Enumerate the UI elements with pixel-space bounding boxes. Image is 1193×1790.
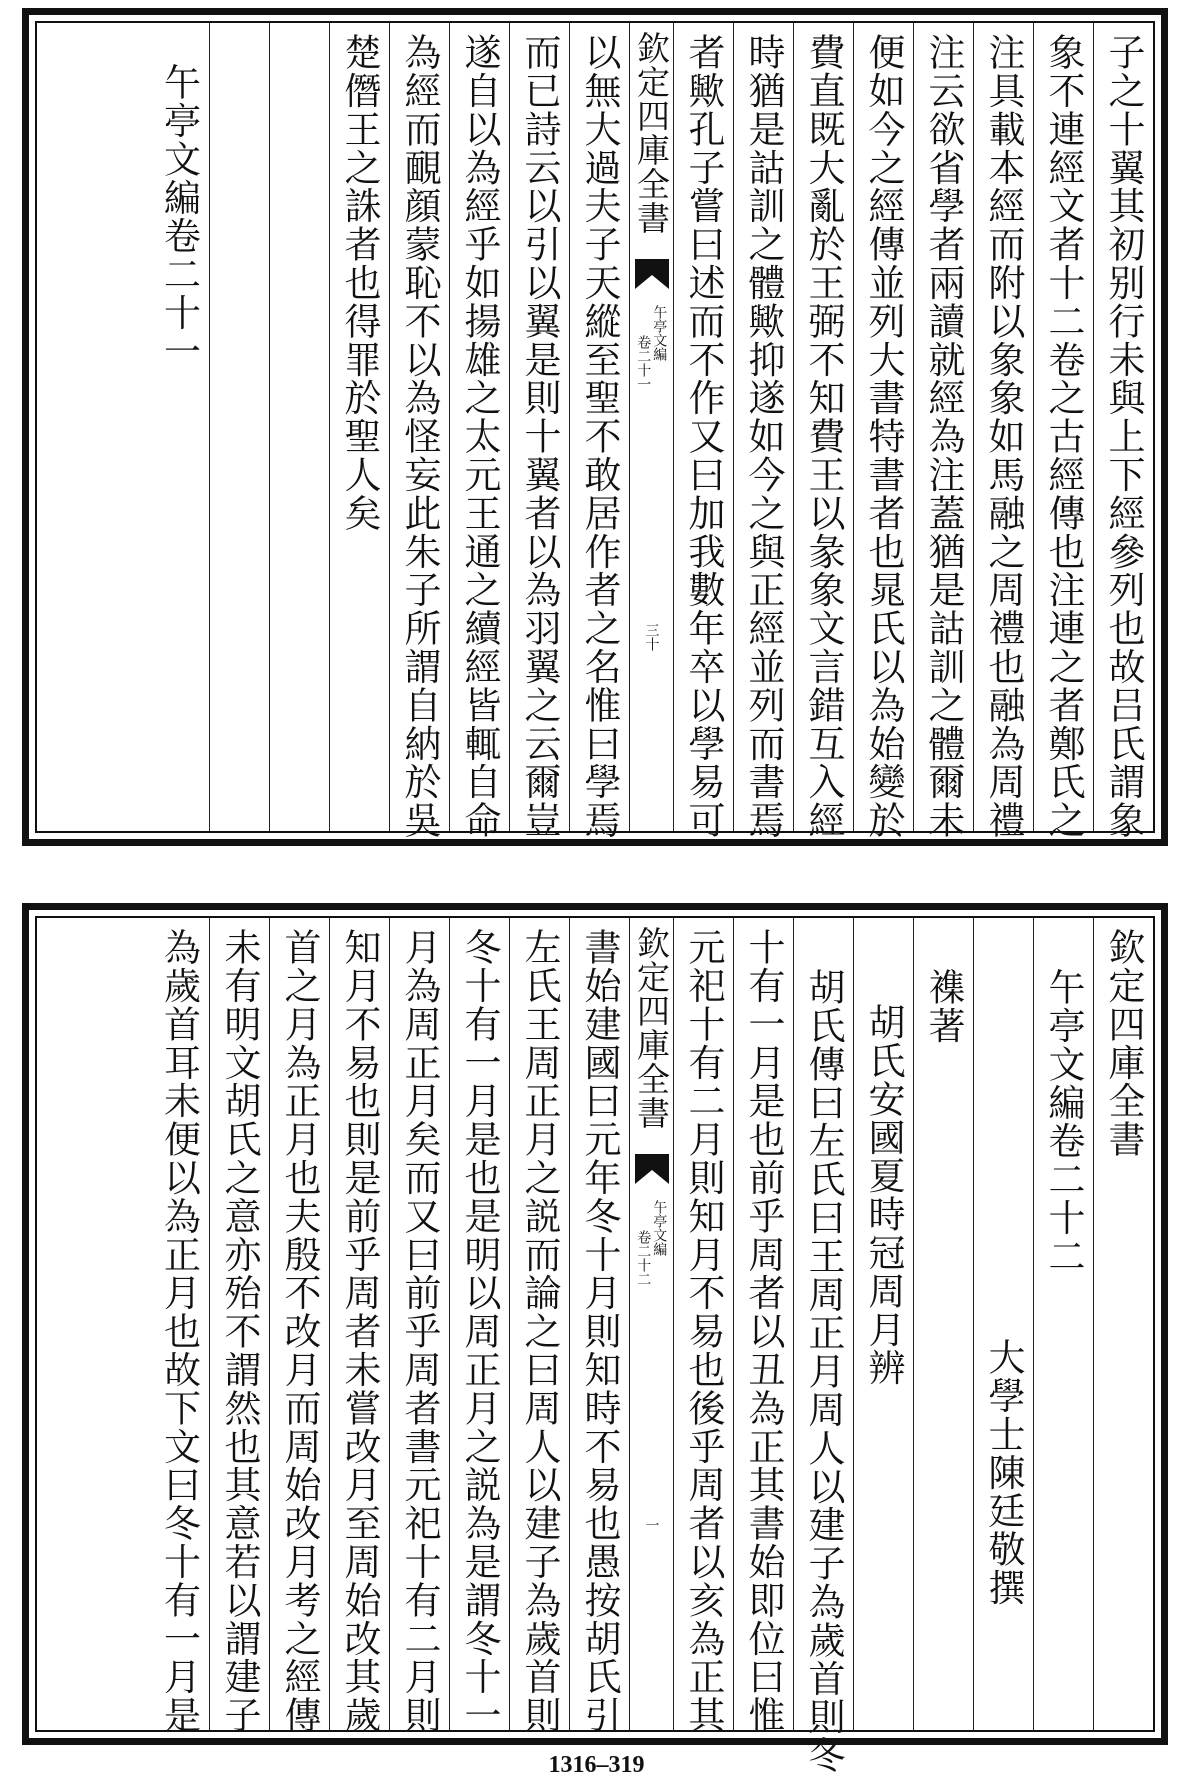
text-column: 左氏王周正月之説而論之曰周人以建子為歲首則 [509, 918, 569, 1730]
section-column [913, 918, 973, 1730]
band-book-title: 午亭文編 [651, 1200, 668, 1256]
text-column: 遂自以為經乎如揚雄之太元王通之續經皆輒自命 [449, 23, 509, 831]
fish-tail-mark-icon [635, 259, 669, 289]
text-column: 注具載本經而附以象象如馬融之周禮也融為周禮 [973, 23, 1033, 831]
text-column: 知月不易也則是前乎周者未嘗改月至周始改其歲 [329, 918, 389, 1730]
text-column: 為經而靦顔蒙恥不以為怪妄此朱子所謂自納於吳 [389, 23, 449, 831]
text-column [269, 23, 329, 831]
essay-title-column [853, 918, 913, 1730]
text-column: 而已詩云以引以翼是則十翼者以為羽翼之云爾豈 [509, 23, 569, 831]
volume-title: 午亭文編卷二十二 [1042, 968, 1085, 1276]
text-column: 十有一月是也前乎周者以丑為正其書始即位曰惟 [733, 918, 793, 1730]
text-column: 以無大過夫子天縱至聖不敢居作者之名惟曰學焉 [569, 23, 629, 831]
text-column: 便如今之經傳並列大書特書者也晁氏以為始變於 [853, 23, 913, 831]
series-title-column [1093, 918, 1153, 1730]
text-column: 者歟孔子嘗曰述而不作又曰加我數年卒以學易可 [673, 23, 733, 831]
section-heading: 襍著 [922, 968, 965, 1045]
volume-end-title: 午亭文編卷二十一 [157, 63, 201, 371]
text-column: 為歲首耳未便以為正月也故下文曰冬十有一月是 [157, 928, 201, 1735]
page-top [22, 8, 1168, 846]
text-column: 注云欲省學者兩讀就經為注蓋猶是詁訓之體爾未 [913, 23, 973, 831]
folio-number: 一 [643, 1518, 660, 1532]
closing-title-column [149, 23, 209, 831]
text-column: 象不連經文者十二卷之古經傳也注連之者鄭氏之 [1033, 23, 1093, 831]
text-column: 元祀十有二月則知月不易也後乎周者以亥為正其 [673, 918, 733, 1730]
band-volume: 卷二十一 [635, 335, 652, 391]
text-column: 冬十有一月是也是明以周正月之説為是謂冬十一 [449, 918, 509, 1730]
folio-number: 三十 [643, 623, 660, 651]
fish-tail-mark-icon [635, 1154, 669, 1184]
band-title: 欽定四庫全書 [632, 926, 671, 1130]
text-column: 書始建國曰元年冬十月則知時不易也愚按胡氏引 [569, 918, 629, 1730]
text-column: 胡氏傳曰左氏曰王周正月周人以建子為歲首則冬 [793, 918, 853, 1730]
author-line: 大學士陳廷敬撰 [982, 1338, 1025, 1607]
text-column [209, 23, 269, 831]
essay-title: 胡氏安國夏時冠周月辨 [862, 1003, 905, 1387]
text-column: 未有明文胡氏之意亦殆不謂然也其意若以謂建子 [209, 918, 269, 1730]
series-title: 欽定四庫全書 [1102, 928, 1145, 1159]
volume-title-column [1033, 918, 1093, 1730]
band-volume: 卷二十二 [635, 1230, 652, 1286]
text-column: 首之月為正月也夫殷不改月而周始改月考之經傳 [269, 918, 329, 1730]
center-fold-band [629, 918, 673, 1730]
text-column: 費直既大亂於王弼不知費王以彖象文言錯互入經 [793, 23, 853, 831]
author-column [973, 918, 1033, 1730]
page-top-columns [37, 23, 1153, 840]
text-column: 子之十翼其初别行未與上下經參列也故吕氏謂象 [1093, 23, 1153, 831]
page-top-frame [35, 21, 1155, 840]
center-fold-band [629, 23, 673, 831]
band-title: 欽定四庫全書 [632, 31, 671, 235]
text-column: 月為周正月矣而又曰前乎周者書元祀十有二月則 [389, 918, 449, 1730]
page-caption: 1316–319 [548, 1752, 645, 1778]
text-column: 楚僭王之誅者也得罪於聖人矣 [329, 23, 389, 831]
text-column: 時猶是詁訓之體歟抑遂如今之與正經並列而書焉 [733, 23, 793, 831]
band-book-title: 午亭文編 [651, 305, 668, 361]
